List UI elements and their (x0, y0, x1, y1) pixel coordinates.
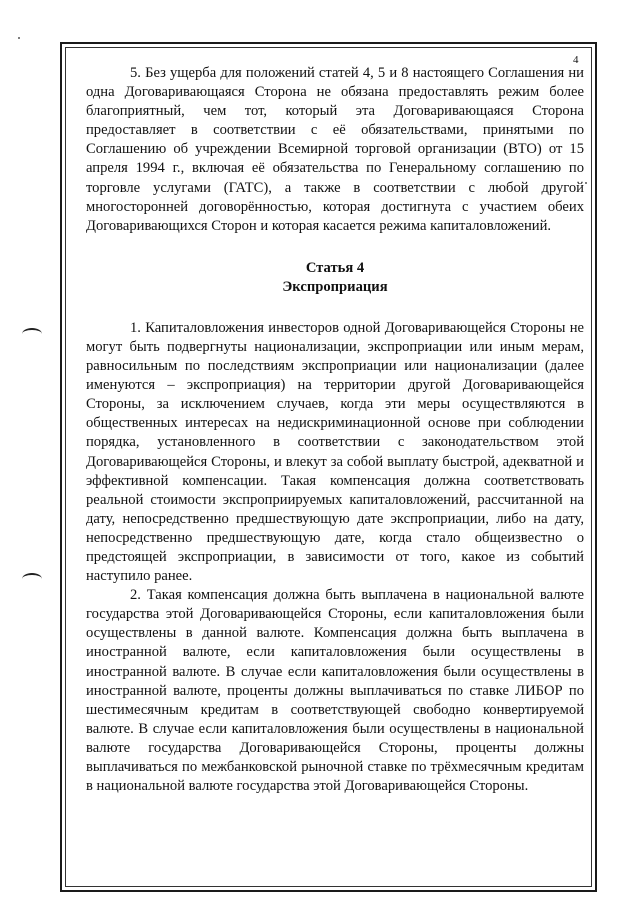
scan-speck (18, 37, 20, 39)
page-number: 4 (573, 54, 579, 66)
article-heading (86, 259, 584, 297)
article-title: Экспроприация (282, 278, 388, 295)
document-body (86, 64, 584, 796)
hole-punch-mark (22, 573, 42, 585)
paragraph-2: 2. Такая компенсация должна быть выплачена в национальной валюте государства этой Договаривающейся Стороны, если капиталовложения были осуществлены в данной валюте. Компенсация должна быть выплачена в иностранной валюте, если капиталовложения были осуществлены в иностранной валюте. В случае если капиталовложения были осуществлены в иностранной валюте, проценты должны выплачиваться по ставке ЛИБОР по шестимесячным кредитам в соответствующей свободно конвертируемой валюте. В случае если капиталовложения были осуществлены в национальной валюте государства Договаривающейся Стороны, проценты должны выплачиваться по межбанковской рыночной ставке по трёхмесячным кредитам в национальной валюте государства этой Договаривающейся Стороны. (86, 587, 584, 795)
paragraph-5: 5. Без ущерба для положений статей 4, 5 и 8 настоящего Соглашения ни одна Договаривающаяся Сторона не обязана предоставлять режим более благоприятный, чем тот, который эта Договаривающаяся Сторона предоставляет в соответствии с её обязательствами, принятыми по Соглашению об учреждении Всемирной торговой организации (ВТО) от 15 апреля 1994 г., включая её обязательства по Генеральному соглашению по торговле услугами (ГАТС), а также в соответствии с любой другой многосторонней договорённостью, которая достигнута с участием обеих Договаривающихся Сторон и которая касается режима капиталовложений. (86, 65, 584, 234)
article-number: Статья 4 (305, 259, 365, 276)
scan-speck (585, 182, 587, 184)
hole-punch-mark (22, 328, 42, 340)
paragraph-1: 1. Капиталовложения инвесторов одной Договаривающейся Стороны не могут быть подвергнуты национализации, экспроприации или иным мерам, равносильным по последствиям экспроприации или национализации (далее именуются – экспроприация) на территории другой Договаривающейся Стороны, за исключением случаев, когда эти меры осуществляются в общественных интересах на недискриминационной основе при соблюдении порядка, установленного в соответствии с законодательством этой Договаривающейся Стороны, и влекут за собой выплату быстрой, адекватной и эффективной компенсации. Такая компенсация должна соответствовать реальной стоимости экспроприируемых капиталовложений, рассчитанной на дату, непосредственно предшествующую дате экспроприации, либо на дату, непосредственно предшествующую дате, когда стало общеизвестно о предстоящей экспроприации, в зависимости от того, какое из событий наступило ранее. (86, 319, 584, 585)
